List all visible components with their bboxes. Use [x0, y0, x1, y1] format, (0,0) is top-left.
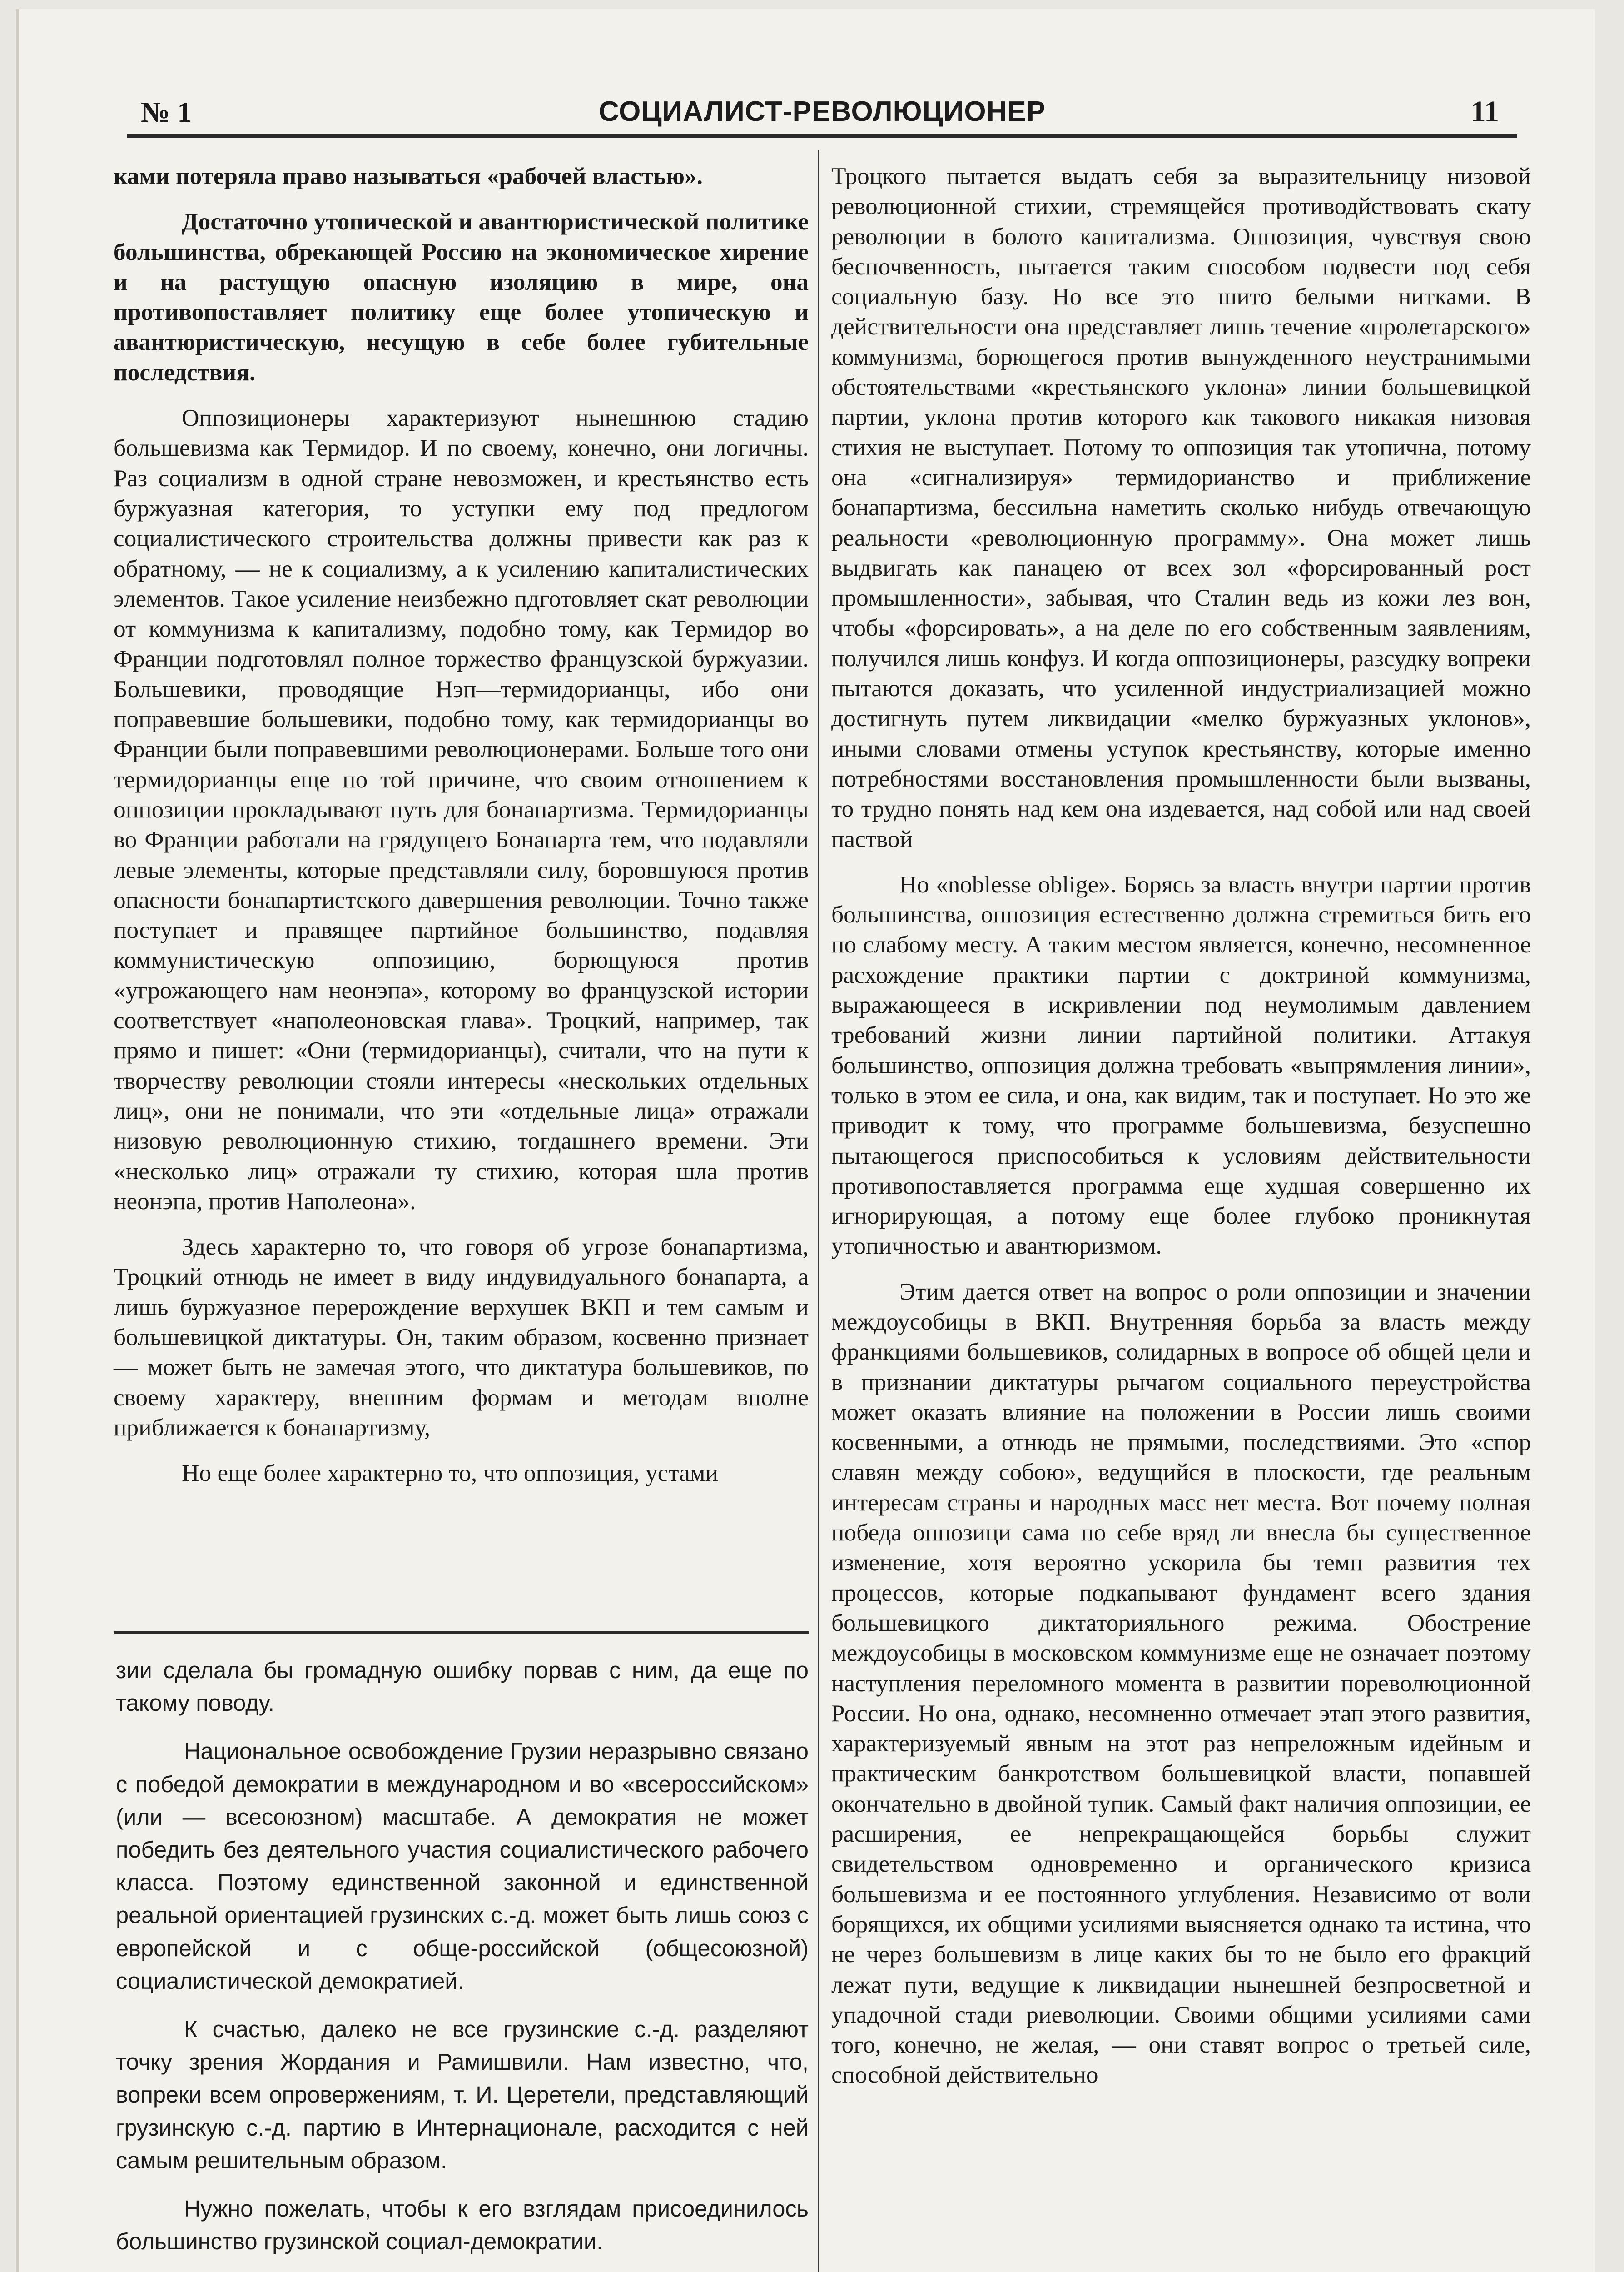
left-column-article-end: [116, 1654, 809, 2272]
paragraph: Здесь характерно то, что говоря об угрозе бонапартизма, Троцкий отнюдь не имеет в виду индувидуального бонапарта, а лишь буржуазное перерождение верхушек ВКП и тем самым и большевицкой диктатуры. Он, таким образом, косвенно признает — может быть не замечая этого, что диктатура большевиков, по своему характеру, внешним формам и методам вполне приближается к бонапартизму,: [114, 1233, 809, 1441]
page-number: 11: [1470, 95, 1499, 128]
paragraph: Этим дается ответ на вопрос о роли оппозиции и значении междоусобицы в ВКП. Внутренняя борьба за власть между франкциями большевиков, солидарных в вопросе об общей цели и в признании диктатуры рычагом социального переустройства может оказать влияние на положении в России лишь своими косвенными, а отнюдь не прямыми, последствиями. Это «спор славян между собою», ведущийся в плоскости, где реальным интересам страны и народных масс нет места. Вот почему полная победа оппозици сама по себе вряд ли внесла бы существенное изменение, хотя вероятно ускорила бы темп развития тех процессов, которые подкапывают фундамент всего здания большевицкого диктаторияльного режима. Обострение междоусобицы в московском коммунизме еще не означает поэтому наступления переломного момента в развитии пореволюционной России. Но она, однако, несомненно отмечает этап этого развития, характеризуемый явным на этот раз непреложным идейным и практическим банкротством большевицкой власти, попавшей окончательно в двойной тупик. Самый факт наличия оппозиции, ее расширения, ее непрекращающейся борьбы служит свидетельством одновременно и органического кризиса большевизма и ее постоянного углубления. Независимо от воли борящихся, их общими усилиями выясняется однако та истина, что не через большевизм в лице каких бы то не было его фракций лежат пути, ведущие к ликвидации нынешней безпросветной и упадочной стади риеволюции. Своими общими усилиями сами того, конечно, не желая, — они ставят вопрос о третьей силе, способной действительно: [831, 1278, 1531, 2088]
page-header: [127, 91, 1517, 138]
paragraph: Нужно пожелать, чтобы к его взглядам присоединилось большинство грузинской социал-демократии.: [116, 2196, 809, 2255]
paragraph: Достаточно утопической и авантюристической политике большинства, обрекающей Россию на экономическое хирение и на растущую опасную изоляцию в мире, она противопоставляет политику еще более утопическую и авантюристическую, несущую в себе более губительные последствия.: [114, 208, 809, 386]
newspaper-title: СОЦИАЛИСТ-РЕВОЛЮЦИОНЕР: [598, 96, 1046, 127]
paragraph: Но «noblesse oblige». Борясь за власть внутри партии против большинства, оппозиция естественно должна стремиться бить его по слабому месту. А таким местом является, конечно, несомненное расхождение практики партии с доктриной коммунизма, выражающееся в искривлении под неумолимым давлением требований жизни линии партийной политики. Аттакуя большинство, оппозиция должна требовать «выпрямления линии», только в этом ее сила, и она, как видим, так и поступает. Но это же приводит к тому, что программе большевизма, безуспешно пытающегося приспособиться к условиям действительности противопоставляется программа еще худшая совершенно их игнорирующая, а потому еще более глубоко проникнутая утопичностью и авантюризмом.: [831, 871, 1531, 1260]
paragraph: К счастью, далеко не все грузинские с.-д. разделяют точку зрения Жордания и Рамишвили. Нам известно, что, вопреки всем опровержениям, т. И. Церетели, представляющий грузинскую с.-д. партию в Интернационале, расходится с ней самым решительным образом.: [116, 2016, 809, 2173]
paragraph: Троцкого пытается выдать себя за выразительницу низовой революционной стихии, стремящейся противодйствовать скату революции в болото капитализма. Оппозиция, чувствуя свою беспочвенность, пытается таким способом подвести под себя социальную базу. Но все это шито белыми нитками. В действительности она представляет лишь течение «пролетарского» коммунизма, борющегося против вынужденного неустранимыми обстоятельствами «крестьянского уклона» линии большевицкой партии, уклона против которого как такового никакая низовая стихия не выступает. Потому то оппозиция так утопична, потому она «сигнализируя» термидорианство и приближение бонапартизма, бессильна наметить сколько нибудь отвечающую реальности «революционную программу». Она может лишь выдвигать как панацею от всех зол «форсированный рост промышленности», забывая, что Сталин ведь из кожи лез вон, чтобы «форсировать», а на деле по его собственным заявлениям, получился лишь конфуз. И когда оппозиционеры, разсудку вопреки пытаются доказать, что усиленной индустриализацией можно достигнуть путем ликвидации «мелко буржуазных уклонов», иными словами отмены уступок крестьянству, которые именно потребностями восстановления промышленности были вызваны, то трудно понять над кем она издевается, над собой или над своей паствой: [831, 163, 1531, 852]
paragraph: Но еще более характерно то, что оппозиция, устами: [182, 1460, 719, 1487]
section-divider: [114, 1631, 809, 1634]
paragraph: ками потеряла право называться «рабочей властью».: [114, 163, 703, 189]
column-divider: [818, 150, 819, 2272]
right-column-article: [831, 161, 1531, 2090]
left-column-article: [114, 161, 809, 1488]
issue-number: № 1: [141, 96, 192, 128]
paragraph: Оппозиционеры характеризуют нынешнюю стадию большевизма как Термидор. И по своему, конечно, они логичны. Раз социализм в одной стране невозможен, и крестьянство есть буржуазная категория, то уступки ему под предлогом социалистического строительства должны привести как раз к обратному, — не к социализму, а к усилению капиталистических элементов. Такое усиление неизбежно пдготовляет скат революции от коммунизма к капитализму, подобно тому, как Термидор во Франции подготовлял полное торжество французской буржуазии. Большевики, проводящие Нэп—термидорианцы, ибо они поправевшие большевики, подобно тому, как термидорианцы во Франции были поправевшими революционерами. Больше того они термидорианцы еще по той причине, что своим отношением к оппозиции прокладывают путь для бонапартизма. Термидорианцы во Франции работали на грядущего Бонапарта тем, что подавляли левые элементы, которые представляли силу, боровшуюся против опасности бонапартистского давершения революции. Точно также поступает и правящее партийное большинство, подавляя коммунистическую оппозицию, борющуюся против «угрожающего нам неонэпа», которому во французской истории соответствует «наполеоновская глава». Троцкий, например, так прямо и пишет: «Они (термидорианцы), считали, что на пути к творчеству революции стояли интересы «нескольких отдельных лиц», они не понимали, что эти «отдельные лица» отражали низовую революционную стихию, тогдашнего времени. Эти «несколько лиц» отражали ту стихию, которая шла против неонэпа, против Наполеона».: [114, 404, 809, 1215]
paragraph: Национальное освобождение Грузии неразрывно связано с победой демократии в международном и во «всероссийском» (или — всесоюзном) масштабе. А демократия не может победить без деятельного участия социалистического рабочего класса. Поэтому единственной законной и единственной реальной ориентацией грузинских с.-д. может быть лишь союз с европейской и с обще-российской (общесоюзной) социалистической демократией.: [116, 1738, 809, 1994]
paragraph: зии сделала бы громадную ошибку порвав с ним, да еще по такому поводу.: [116, 1657, 809, 1716]
